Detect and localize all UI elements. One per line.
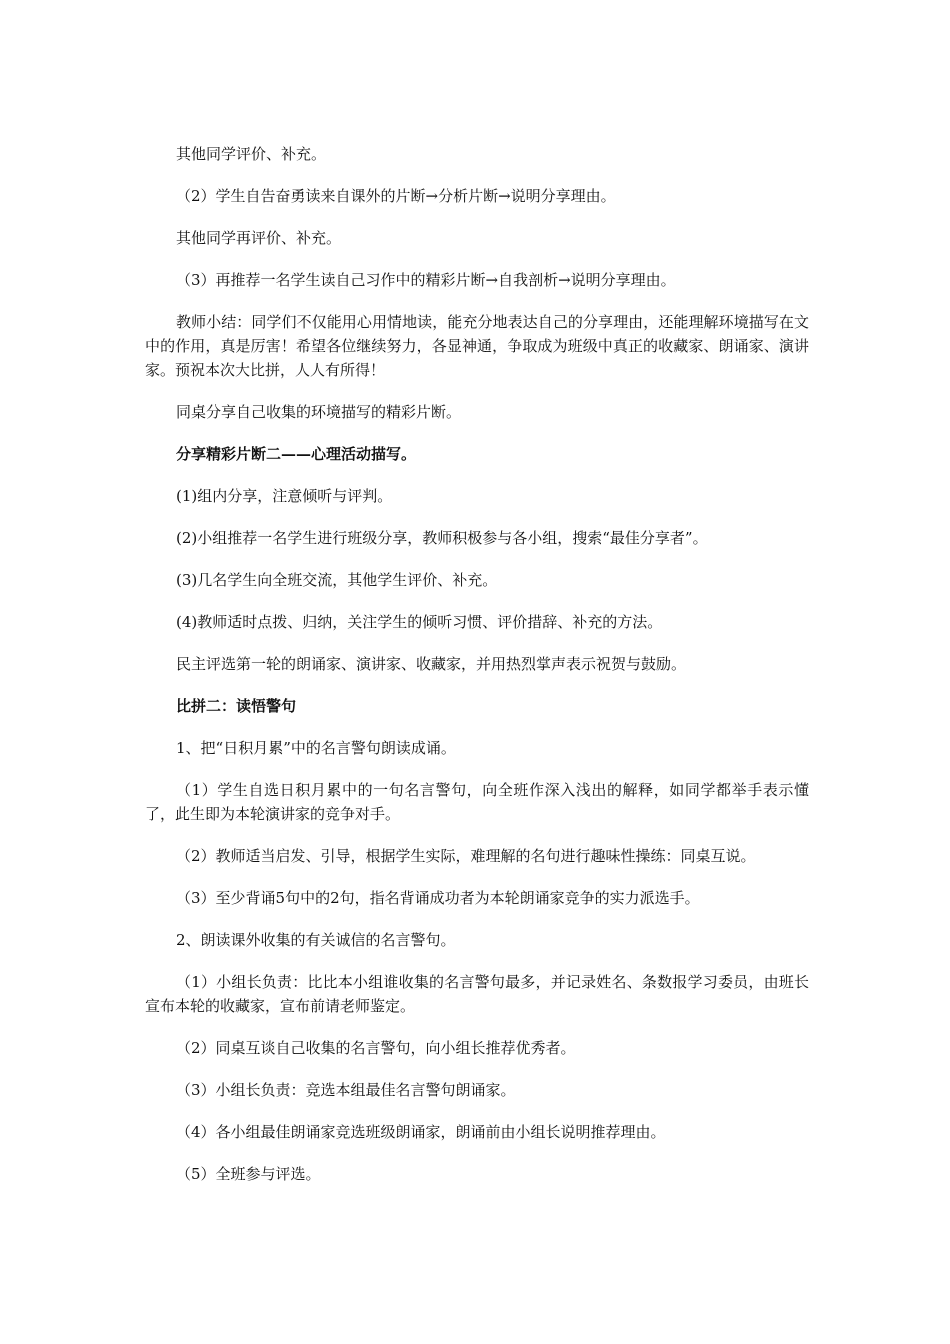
paragraph: （2）学生自告奋勇读来自课外的片断→分析片断→说明分享理由。 (176, 187, 616, 205)
paragraph: （4）各小组最佳朗诵家竞选班级朗诵家，朗诵前由小组长说明推荐理由。 (176, 1123, 666, 1141)
paragraph: （3）再推荐一名学生读自己习作中的精彩片断→自我剖析→说明分享理由。 (176, 271, 676, 289)
paragraph: 其他同学评价、补充。 (176, 145, 327, 163)
paragraph: （2）同桌互谈自己收集的名言警句，向小组长推荐优秀者。 (176, 1039, 576, 1057)
paragraph: 民主评选第一轮的朗诵家、演讲家、收藏家，并用热烈掌声表示祝贺与鼓励。 (176, 655, 687, 673)
paragraph: (2)小组推荐一名学生进行班级分享，教师积极参与各小组，搜索“最佳分享者”。 (176, 529, 708, 547)
paragraph: （2）教师适当启发、引导，根据学生实际，难理解的名句进行趣味性操练：同桌互说。 (176, 847, 756, 865)
paragraph: 其他同学再评价、补充。 (176, 229, 342, 247)
paragraph: （5）全班参与评选。 (176, 1165, 321, 1183)
paragraph: 1、把“日积月累”中的名言警句朗读成诵。 (176, 739, 456, 757)
paragraph: (4)教师适时点拨、归纳，关注学生的倾听习惯、评价措辞、补充的方法。 (176, 613, 663, 631)
section-heading: 分享精彩片断二——心理活动描写。 (176, 445, 417, 463)
paragraph: (3)几名学生向全班交流，其他学生评价、补充。 (176, 571, 498, 589)
section-heading: 比拼二：读悟警句 (176, 697, 297, 715)
paragraph: （1）小组长负责：比比本小组谁收集的名言警句最多，并记录姓名、条数报学习委员，由班长宣布本轮的收藏家，宣布前请老师鉴定。 (145, 973, 809, 1015)
paragraph: 2、朗读课外收集的有关诚信的名言警句。 (176, 931, 456, 949)
paragraph: (1)组内分享，注意倾听与评判。 (176, 487, 393, 505)
paragraph: （1）学生自选日积月累中的一句名言警句，向全班作深入浅出的解释，如同学都举手表示懂了，此生即为本轮演讲家的竞争对手。 (145, 781, 809, 823)
paragraph: 教师小结：同学们不仅能用心用情地读，能充分地表达自己的分享理由，还能理解环境描写在文中的作用，真是厉害！希望各位继续努力，各显神通，争取成为班级中真正的收藏家、朗诵家、演讲家。预祝本次大比拼，人人有所得！ (145, 313, 809, 379)
document-body (145, 142, 809, 1204)
paragraph: （3）小组长负责：竞选本组最佳名言警句朗诵家。 (176, 1081, 516, 1099)
paragraph: （3）至少背诵5句中的2句，指名背诵成功者为本轮朗诵家竞争的实力派选手。 (176, 889, 700, 907)
paragraph: 同桌分享自己收集的环境描写的精彩片断。 (176, 403, 462, 421)
